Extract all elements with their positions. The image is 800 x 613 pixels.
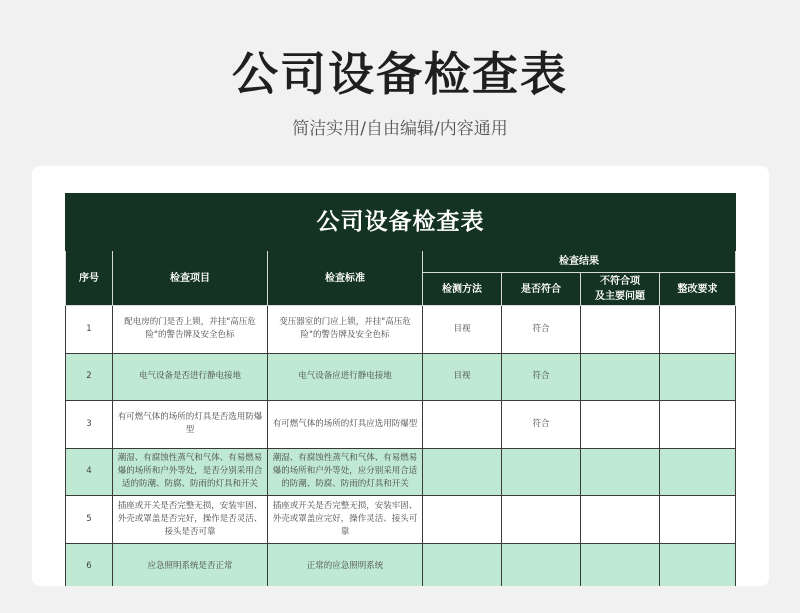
cell-seq[interactable]: 3 xyxy=(66,401,113,449)
cell-standard[interactable]: 潮湿、有腐蚀性蒸气和气体、有易燃易爆的场所和户外等处，应分别采用合适的防潮、防腐、防雨的灯具和开关 xyxy=(268,448,423,496)
cell-rectification[interactable] xyxy=(660,448,736,496)
header-standard: 检查标准 xyxy=(268,251,423,306)
cell-item[interactable]: 插座或开关是否完整无损，安装牢固、外壳或罩盖是否完好，操作是否灵活、接头是否可靠 xyxy=(113,496,268,544)
cell-issues[interactable] xyxy=(581,448,660,496)
table-row xyxy=(66,401,736,449)
table-row xyxy=(66,543,736,586)
cell-seq[interactable]: 6 xyxy=(66,543,113,586)
table-row xyxy=(66,448,736,496)
table-row xyxy=(66,306,736,354)
cell-seq[interactable]: 4 xyxy=(66,448,113,496)
header-result-group: 检查结果 xyxy=(423,251,736,273)
cell-method[interactable]: 目视 xyxy=(423,306,502,354)
cell-compliant[interactable] xyxy=(502,543,581,586)
cell-method[interactable] xyxy=(423,448,502,496)
cell-item[interactable]: 电气设备是否进行静电接地 xyxy=(113,353,268,401)
cell-rectification[interactable] xyxy=(660,496,736,544)
cell-standard[interactable]: 正常的应急照明系统 xyxy=(268,543,423,586)
header-method: 检测方法 xyxy=(423,273,502,306)
sheet-title: 公司设备检查表 xyxy=(66,194,736,251)
inspection-table xyxy=(65,193,736,586)
cell-issues[interactable] xyxy=(581,353,660,401)
page-subtitle: 简洁实用/自由编辑/内容通用 xyxy=(292,119,508,139)
cell-issues[interactable] xyxy=(581,401,660,449)
header-issues: 不符合项 及主要问题 xyxy=(581,273,660,306)
table-row xyxy=(66,353,736,401)
sheet-card xyxy=(32,166,769,586)
cell-item[interactable]: 应急照明系统是否正常 xyxy=(113,543,268,586)
cell-standard[interactable]: 有可燃气体的场所的灯具应选用防爆型 xyxy=(268,401,423,449)
page-title: 公司设备检查表 xyxy=(232,47,568,101)
cell-item[interactable]: 有可燃气体的场所的灯具是否选用防爆型 xyxy=(113,401,268,449)
cell-compliant[interactable]: 符合 xyxy=(502,401,581,449)
header-seq: 序号 xyxy=(66,251,113,306)
cell-seq[interactable]: 5 xyxy=(66,496,113,544)
cell-seq[interactable]: 2 xyxy=(66,353,113,401)
cell-rectification[interactable] xyxy=(660,306,736,354)
cell-issues[interactable] xyxy=(581,543,660,586)
cell-issues[interactable] xyxy=(581,496,660,544)
cell-standard[interactable]: 变压器室的门应上锁，并挂"高压危险"的警告牌及安全色标 xyxy=(268,306,423,354)
cell-item[interactable]: 潮湿、有腐蚀性蒸气和气体、有易燃易爆的场所和户外等处，是否分别采用合适的防潮、防腐、防雨的灯具和开关 xyxy=(113,448,268,496)
cell-standard[interactable]: 插座或开关是否完整无损，安装牢固、外壳或罩盖应完好，操作灵活、接头可靠 xyxy=(268,496,423,544)
table-row xyxy=(66,496,736,544)
header-item: 检查项目 xyxy=(113,251,268,306)
cell-compliant[interactable] xyxy=(502,448,581,496)
cell-method[interactable]: 目视 xyxy=(423,353,502,401)
cell-seq[interactable]: 1 xyxy=(66,306,113,354)
cell-item[interactable]: 配电房的门是否上锁，并挂"高压危险"的警告牌及安全色标 xyxy=(113,306,268,354)
cell-method[interactable] xyxy=(423,543,502,586)
cell-compliant[interactable] xyxy=(502,496,581,544)
header-compliant: 是否符合 xyxy=(502,273,581,306)
cell-method[interactable] xyxy=(423,496,502,544)
cell-issues[interactable] xyxy=(581,306,660,354)
cell-standard[interactable]: 电气设备应进行静电接地 xyxy=(268,353,423,401)
cell-rectification[interactable] xyxy=(660,353,736,401)
cell-compliant[interactable]: 符合 xyxy=(502,353,581,401)
cell-compliant[interactable]: 符合 xyxy=(502,306,581,354)
cell-method[interactable] xyxy=(423,401,502,449)
cell-rectification[interactable] xyxy=(660,543,736,586)
cell-rectification[interactable] xyxy=(660,401,736,449)
header-rectification: 整改要求 xyxy=(660,273,736,306)
